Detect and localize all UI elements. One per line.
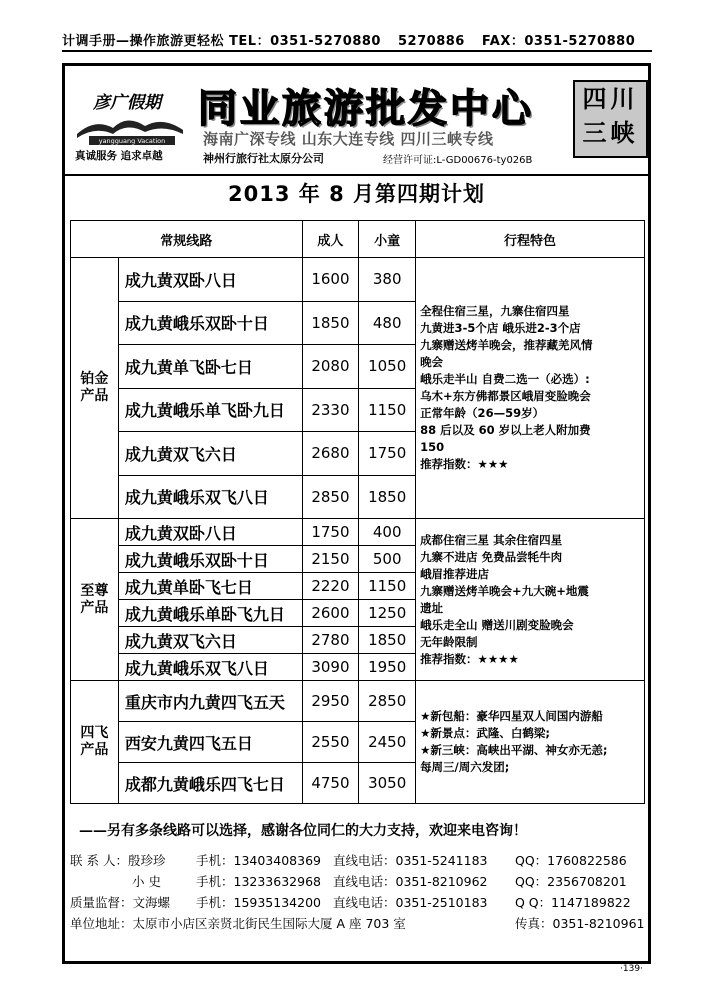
license-number: 经营许可证:L-GD00676-ty026B	[383, 155, 533, 166]
logo	[73, 82, 193, 167]
contact-mobile: 手机：13233632968	[196, 874, 321, 889]
feature-line: 九黄进3-5个店 峨乐进2-3个店	[420, 321, 581, 335]
child-price: 400	[359, 519, 416, 546]
route-name: 成九黄双飞六日	[118, 627, 302, 654]
feature-line: 峨乐走全山 赠送川剧变脸晚会	[420, 617, 574, 632]
adult-price: 2080	[302, 345, 359, 389]
feature-line: 晚会	[420, 355, 444, 369]
table-header-row	[71, 221, 645, 258]
feature-line: 九寨不进店 免费品尝牦牛肉	[420, 549, 563, 564]
badge-line-2: 三峡	[582, 119, 639, 147]
child-price: 2850	[359, 681, 416, 722]
child-price: 500	[359, 546, 416, 573]
route-name: 成九黄单卧飞七日	[118, 573, 302, 600]
feature-line: 峨眉推荐进店	[420, 566, 490, 581]
feature-line: 150	[420, 440, 445, 454]
feature-line: 无年龄限制	[420, 634, 478, 649]
category-label: 铂金产品	[71, 258, 119, 519]
adult-price: 2850	[302, 475, 359, 519]
plan-title: 2013 年 8 月第四期计划	[228, 182, 485, 206]
route-name: 成都九黄峨乐四飞七日	[118, 763, 302, 804]
company-name: 神州行旅行社太原分公司	[203, 152, 324, 165]
adult-price: 2600	[302, 600, 359, 627]
feature-line: ★新景点：武隆、白鹤梁;	[420, 726, 550, 740]
child-price: 1150	[359, 573, 416, 600]
adult-price: 2330	[302, 388, 359, 432]
contact-label: 联 系 人：殷珍珍	[70, 853, 166, 868]
adult-price: 2950	[302, 681, 359, 722]
feature-line: 推荐指数：★★★★	[420, 651, 519, 666]
route-name: 西安九黄四飞五日	[118, 722, 302, 763]
top-tel: TEL：0351-5270880	[229, 34, 381, 49]
feature-line: 九寨赠送烤羊晚会，推荐藏羌风情	[420, 338, 593, 352]
badge-line-1: 四川	[582, 85, 639, 113]
feature-line: ★新包船：豪华四星双人间国内游船	[420, 709, 603, 723]
adult-price: 2780	[302, 627, 359, 654]
logo-en-text: yangguang Vacation	[98, 137, 166, 145]
header-route: 常规线路	[71, 221, 303, 258]
main-title: 同业旅游批发中心	[198, 87, 535, 132]
table-row	[71, 258, 645, 302]
route-name: 成九黄峨乐双卧十日	[118, 546, 302, 573]
feature-line: 正常年龄（26—59岁）	[420, 406, 545, 420]
address: 单位地址：太原市小店区亲贤北街民生国际大厦 A 座 703 室	[70, 916, 406, 931]
logo-brand: 彦广假期	[93, 93, 161, 113]
feature-line: 每周三/周六发团;	[420, 760, 510, 774]
child-price: 380	[359, 258, 416, 302]
category-label: 四飞产品	[71, 681, 119, 804]
route-name: 成九黄峨乐单卧飞九日	[118, 600, 302, 627]
feature-line: 乌木+东方佛都景区峨眉变脸晚会	[420, 389, 591, 403]
feature-line: 峨乐走半山 自费二选一（必选）:	[420, 372, 590, 386]
contact-qq: QQ：1760822586	[515, 853, 627, 868]
adult-price: 3090	[302, 654, 359, 681]
top-fax: FAX：0351-5270880	[481, 34, 636, 49]
adult-price: 1600	[302, 258, 359, 302]
route-name: 成九黄峨乐双飞八日	[118, 475, 302, 519]
top-tel2: 5270886	[398, 34, 465, 49]
route-name: 成九黄双卧八日	[118, 258, 302, 302]
adult-price: 1850	[302, 301, 359, 345]
feature-description	[416, 681, 645, 804]
contact-mobile: 手机：13403408369	[196, 853, 321, 868]
adult-price: 4750	[302, 763, 359, 804]
feature-line: 全程住宿三星，九寨住宿四星	[420, 304, 570, 318]
route-lines: 海南广深专线 山东大连专线 四川三峡专线	[203, 130, 494, 148]
feature-line: ★新三峡：高峡出平湖、神女亦无恙;	[420, 743, 608, 757]
route-name: 重庆市内九黄四飞五天	[118, 681, 302, 722]
route-name: 成九黄双飞六日	[118, 432, 302, 476]
fax-number: 传真：0351-8210961	[515, 916, 645, 931]
child-price: 1150	[359, 388, 416, 432]
contact-label: 质量监督：文海螺	[70, 895, 171, 910]
child-price: 1750	[359, 432, 416, 476]
header-adult: 成人	[302, 221, 359, 258]
adult-price: 2150	[302, 546, 359, 573]
table-row	[71, 681, 645, 722]
contact-phone: 直线电话：0351-5241183	[333, 853, 488, 868]
feature-line: 88 后以及 60 岁以上老人附加费	[420, 423, 591, 437]
logo-slogan: 真诚服务 追求卓越	[75, 150, 163, 162]
logo-mountain-icon	[75, 112, 185, 146]
child-price: 480	[359, 301, 416, 345]
top-slogan: 计调手册—操作旅游更轻松	[62, 34, 225, 49]
adult-price: 2220	[302, 573, 359, 600]
tagline: ——另有多条线路可以选择，感谢各位同仁的大力支持，欢迎来电咨询！	[79, 823, 527, 839]
header-feature: 行程特色	[416, 221, 645, 258]
price-table	[70, 220, 645, 804]
page-number: ·139·	[620, 964, 643, 974]
contact-phone: 直线电话：0351-2510183	[333, 895, 488, 910]
feature-line: 遗址	[420, 600, 444, 615]
header-child: 小童	[359, 221, 416, 258]
region-badge	[573, 80, 648, 158]
child-price: 1850	[359, 627, 416, 654]
feature-line: 推荐指数：★★★	[420, 457, 509, 471]
feature-line: 九寨赠送烤羊晚会+九大碗+地震	[420, 583, 589, 598]
header	[65, 66, 648, 176]
route-name: 成九黄峨乐单飞卧九日	[118, 388, 302, 432]
adult-price: 2680	[302, 432, 359, 476]
child-price: 1050	[359, 345, 416, 389]
table-row	[71, 519, 645, 546]
feature-description	[416, 258, 645, 519]
adult-price: 1750	[302, 519, 359, 546]
adult-price: 2550	[302, 722, 359, 763]
feature-description	[416, 519, 645, 681]
page-frame	[62, 63, 651, 964]
route-name: 成九黄峨乐双卧十日	[118, 301, 302, 345]
child-price: 3050	[359, 763, 416, 804]
contact-phone: 直线电话：0351-8210962	[333, 874, 488, 889]
child-price: 1850	[359, 475, 416, 519]
route-name: 成九黄单飞卧七日	[118, 345, 302, 389]
top-info-bar	[62, 30, 652, 52]
route-name: 成九黄峨乐双飞八日	[118, 654, 302, 681]
child-price: 2450	[359, 722, 416, 763]
route-name: 成九黄双卧八日	[118, 519, 302, 546]
child-price: 1950	[359, 654, 416, 681]
contact-qq: QQ：2356708201	[515, 874, 627, 889]
contact-label: 小 史	[132, 874, 161, 889]
category-label: 至尊产品	[71, 519, 119, 681]
contact-mobile: 手机：15935134200	[196, 895, 321, 910]
feature-line: 成都住宿三星 其余住宿四星	[420, 532, 563, 547]
child-price: 1250	[359, 600, 416, 627]
contact-qq: Q Q：1147189822	[515, 895, 631, 910]
